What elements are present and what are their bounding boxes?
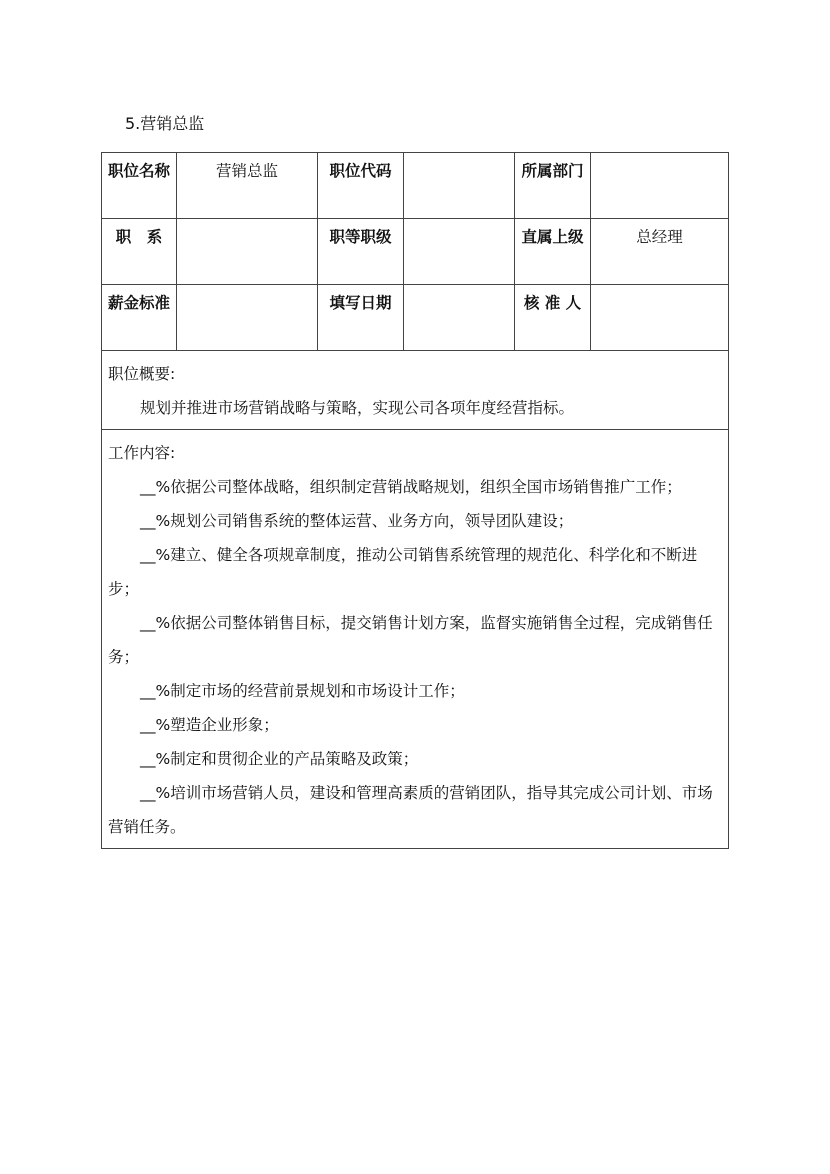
duty-item: __%培训市场营销人员，建设和管理高素质的营销团队，指导其完成公司计划、市场营销任务。 [108,784,713,836]
salary-standard-label: 薪金标准 [102,285,177,351]
position-code-label: 职位代码 [318,153,404,219]
duty-item: __%制定和贯彻企业的产品策略及政策； [140,750,419,768]
position-name-value: 营销总监 [177,153,318,219]
job-family-value [177,219,318,285]
duty-item: __%依据公司整体销售目标，提交销售计划方案，监督实施销售全过程，完成销售任务； [108,614,713,666]
table-row [102,219,729,285]
duty-item: __%制定市场的经营前景规划和市场设计工作； [140,682,465,700]
fill-date-value [404,285,515,351]
direct-superior-label: 直属上级 [515,219,591,285]
position-name-label: 职位名称 [102,153,177,219]
position-code-value [404,153,515,219]
duty-item: __%建立、健全各项规章制度，推动公司销售系统管理的规范化、科学化和不断进步； [108,546,698,598]
department-label: 所属部门 [515,153,591,219]
department-value [591,153,729,219]
grade-value [404,219,515,285]
duty-item: __%塑造企业形象； [140,716,279,734]
duties-heading: 工作内容: [108,444,176,462]
salary-standard-value [177,285,318,351]
table-row [102,430,729,849]
table-row [102,153,729,219]
summary-text: 规划并推进市场营销战略与策略，实现公司各项年度经营指标。 [140,399,575,417]
duty-item: __%依据公司整体战略，组织制定营销战略规划，组织全国市场销售推广工作； [140,478,682,496]
table-row [102,351,729,430]
job-family-label: 职 系 [102,219,177,285]
job-description-table [101,152,729,849]
table-row [102,285,729,351]
direct-superior-value: 总经理 [591,219,729,285]
approver-label: 核 准 人 [515,285,591,351]
duty-item: __%规划公司销售系统的整体运营、业务方向，领导团队建设； [140,512,574,530]
fill-date-label: 填写日期 [318,285,404,351]
grade-label: 职等职级 [318,219,404,285]
summary-section [102,351,729,430]
summary-heading: 职位概要: [108,365,176,383]
approver-value [591,285,729,351]
duties-section [102,430,729,849]
section-title: 5.营销总监 [125,114,205,133]
